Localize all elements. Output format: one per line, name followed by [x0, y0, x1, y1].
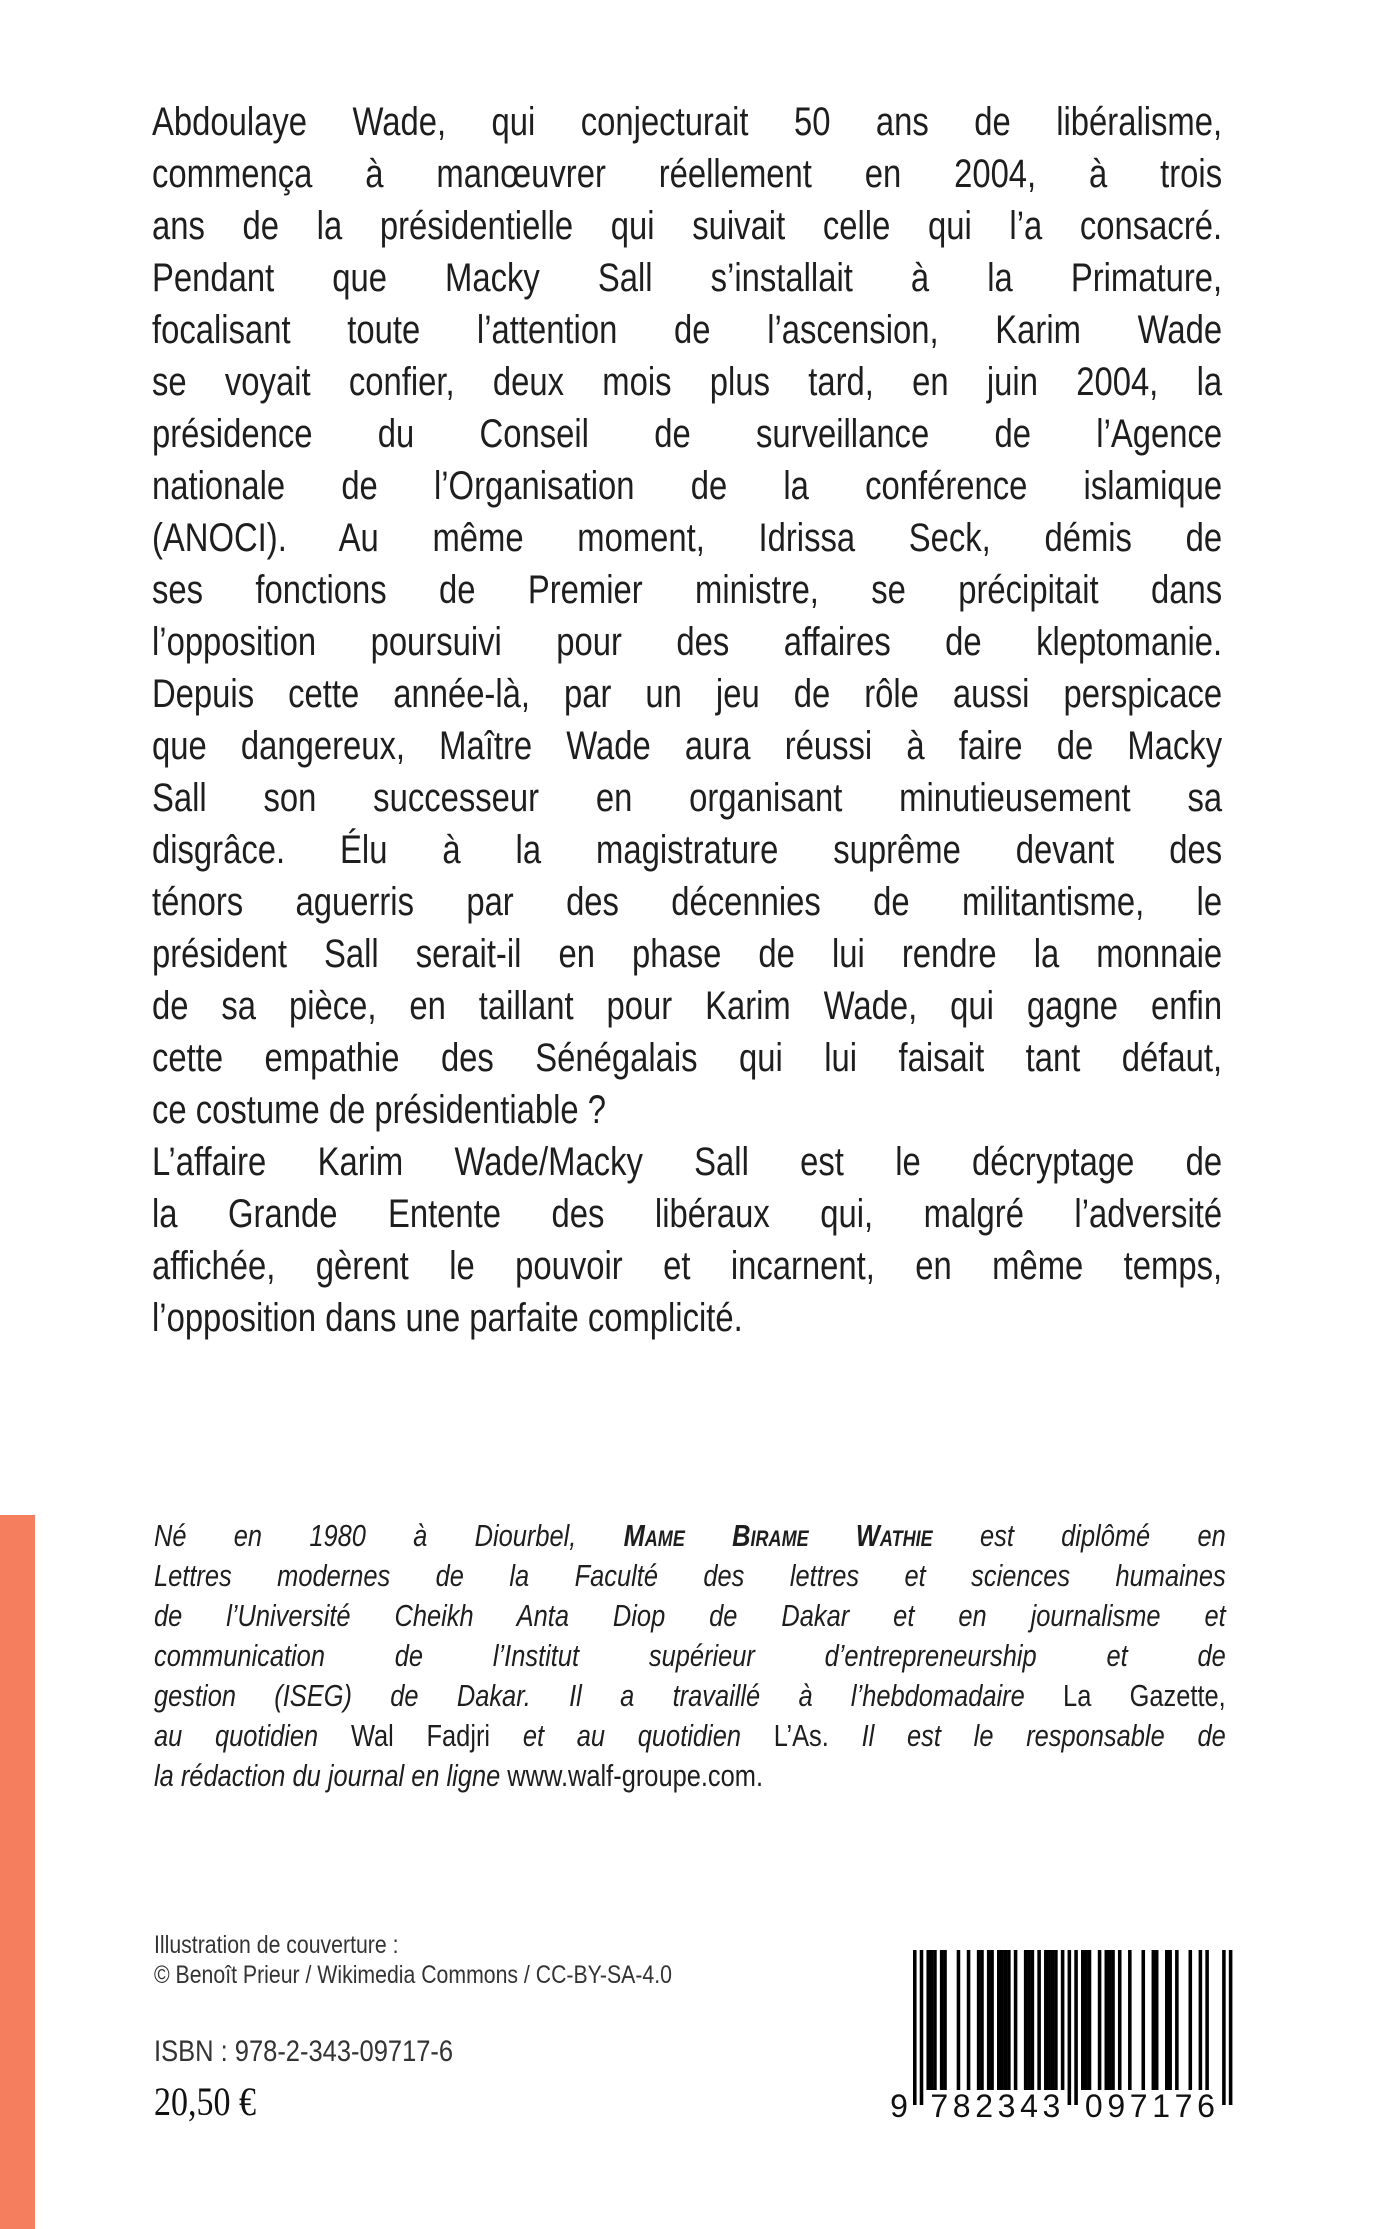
bio-text: gestion (ISEG) de Dakar. Il a travaillé à l’hebdomadaire	[154, 1678, 1064, 1713]
barcode-bar	[1128, 1950, 1132, 2090]
barcode-first-digit: 9	[890, 2088, 908, 2124]
barcode-bar	[1165, 1950, 1169, 2090]
barcode-bar	[1061, 1950, 1065, 2090]
isbn: ISBN : 978-2-343-09717-6	[154, 2035, 454, 2068]
barcode-bar	[1155, 1950, 1159, 2090]
author-name: Mame Birame Wathie	[623, 1518, 933, 1553]
barcode-bar	[1027, 1950, 1031, 2090]
barcode-bar	[987, 1950, 991, 2090]
barcode-bar	[1222, 1950, 1226, 2105]
barcode-bar	[1014, 1950, 1018, 2090]
barcode-bar	[1199, 1950, 1203, 2090]
credits-value: © Benoît Prieur / Wikimedia Commons / CC-BY-SA-4.0	[154, 1961, 672, 1989]
barcode-bar	[1105, 1950, 1109, 2090]
barcode-bar	[1004, 1950, 1008, 2090]
barcode-bar	[980, 1950, 984, 2090]
barcode-bar	[1068, 1950, 1072, 2105]
barcode-bar	[1098, 1950, 1102, 2090]
summary-line: (ANOCI). Au même moment, Idrissa Seck, démis de	[152, 516, 1223, 560]
barcode-graphic	[850, 1945, 1250, 2135]
summary-line: Depuis cette année-là, par un jeu de rôle aussi perspicace	[152, 672, 1223, 716]
barcode-bar	[1081, 1950, 1085, 2090]
barcode-bar	[977, 1950, 981, 2090]
bio-line	[154, 1676, 1226, 1716]
barcode-bar	[1051, 1950, 1055, 2090]
publication-name: Wal Fadjri	[350, 1718, 491, 1753]
back-cover-summary	[152, 96, 1222, 1344]
barcode-bar	[913, 1950, 917, 2105]
barcode-bar	[1175, 1950, 1179, 2090]
summary-line: ténors aguerris par des décennies de militantisme, le	[152, 880, 1223, 924]
author-bio	[154, 1516, 1226, 1796]
summary-line: la Grande Entente des libéraux qui, malgré l’adversité	[152, 1192, 1223, 1236]
bio-text: Il est le responsable de	[828, 1718, 1226, 1753]
cover-illustration-credits	[154, 1930, 763, 1990]
summary-line: l’opposition dans une parfaite complicité.	[152, 1296, 743, 1340]
publication-name: L’As.	[773, 1718, 829, 1753]
barcode-left-digits: 782343	[930, 2088, 1061, 2124]
barcode-bar	[926, 1950, 930, 2090]
barcode-bar	[1141, 1950, 1145, 2090]
barcode-bar	[1084, 1950, 1088, 2090]
summary-line: de sa pièce, en taillant pour Karim Wade, qui gagne enfin	[152, 984, 1223, 1028]
bio-line	[154, 1756, 1226, 1796]
bio-line: Lettres modernes de la Faculté des lettres et sciences humaines	[154, 1558, 1226, 1593]
barcode-bar	[1189, 1950, 1193, 2090]
summary-line: ses fonctions de Premier ministre, se précipitait dans	[152, 568, 1223, 612]
barcode-bar	[920, 1950, 924, 2105]
summary-line: nationale de l’Organisation de la conférence islamique	[152, 464, 1223, 508]
barcode-bar	[1168, 1950, 1172, 2090]
barcode-bar	[943, 1950, 947, 2090]
summary-line: ans de la présidentielle qui suivait celle qui l’a consacré.	[152, 204, 1223, 248]
summary-line: cette empathie des Sénégalais qui lui faisait tant défaut,	[152, 1036, 1223, 1080]
orange-side-bar	[0, 1515, 35, 2229]
publication-name: La Gazette,	[1063, 1678, 1226, 1713]
barcode-bar	[1044, 1950, 1048, 2090]
summary-line: ce costume de présidentiable ?	[152, 1088, 607, 1132]
barcode-bar	[1054, 1950, 1058, 2090]
barcode-bar	[933, 1950, 937, 2090]
ean13-barcode	[850, 1945, 1250, 2135]
summary-line: président Sall serait-il en phase de lui rendre la monnaie	[152, 932, 1223, 976]
bio-text: et au quotidien	[490, 1718, 774, 1753]
summary-line: présidence du Conseil de surveillance de l’Agence	[152, 412, 1223, 456]
barcode-bar	[1037, 1950, 1041, 2090]
barcode-right-digits: 097176	[1084, 2088, 1215, 2124]
credits-label: Illustration de couverture :	[154, 1931, 399, 1959]
barcode-bar	[1108, 1950, 1112, 2090]
barcode-bar	[1047, 1950, 1051, 2090]
summary-line: L’affaire Karim Wade/Macky Sall est le décryptage de	[152, 1140, 1223, 1184]
barcode-bar	[1007, 1950, 1011, 2090]
summary-line: se voyait confier, deux mois plus tard, en juin 2004, la	[152, 360, 1223, 404]
bio-text: Né en 1980 à Diourbel,	[154, 1518, 624, 1553]
barcode-bar	[1031, 1950, 1035, 2090]
barcode-bar	[1074, 1950, 1078, 2105]
bio-text: au quotidien	[154, 1718, 351, 1753]
barcode-bar	[940, 1950, 944, 2090]
bio-line: de l’Université Cheikh Anta Diop de Dakar et en journalisme et	[154, 1598, 1226, 1633]
barcode-bar	[967, 1950, 971, 2090]
barcode-bar	[990, 1950, 994, 2090]
barcode-bar	[957, 1950, 961, 2090]
bio-line	[154, 1516, 1226, 1556]
summary-line: Abdoulaye Wade, qui conjecturait 50 ans de libéralisme,	[152, 100, 1223, 144]
barcode-bar	[930, 1950, 934, 2090]
summary-line: focalisant toute l’attention de l’ascension, Karim Wade	[152, 308, 1223, 352]
barcode-bar	[1152, 1950, 1156, 2090]
bio-text: la rédaction du journal en ligne	[154, 1758, 508, 1793]
summary-line: Pendant que Macky Sall s’installait à la Primature,	[152, 256, 1223, 300]
barcode-bar	[1000, 1950, 1004, 2090]
barcode-bar	[1118, 1950, 1122, 2090]
barcode-bar	[1111, 1950, 1115, 2090]
price: 20,50 €	[154, 2079, 256, 2124]
bio-line: communication de l’Institut supérieur d’entrepreneurship et de	[154, 1638, 1226, 1673]
barcode-bar	[1229, 1950, 1233, 2105]
summary-line: disgrâce. Élu à la magistrature suprême devant des	[152, 828, 1223, 872]
summary-line: l’opposition poursuivi pour des affaires de kleptomanie.	[152, 620, 1223, 664]
summary-line: commença à manœuvrer réellement en 2004, à trois	[152, 152, 1223, 196]
barcode-bar	[997, 1950, 1001, 2090]
bio-text: est diplômé en	[932, 1518, 1226, 1553]
barcode-bar	[1088, 1950, 1092, 2090]
barcode-bar	[1024, 1950, 1028, 2090]
summary-line: Sall son successeur en organisant minutieusement sa	[152, 776, 1223, 820]
summary-line: que dangereux, Maître Wade aura réussi à faire de Macky	[152, 724, 1223, 768]
bio-line	[154, 1716, 1226, 1756]
website-url: www.walf-groupe.com.	[507, 1758, 764, 1793]
summary-line: affichée, gèrent le pouvoir et incarnent, en même temps,	[152, 1244, 1223, 1288]
barcode-bar	[1205, 1950, 1209, 2090]
